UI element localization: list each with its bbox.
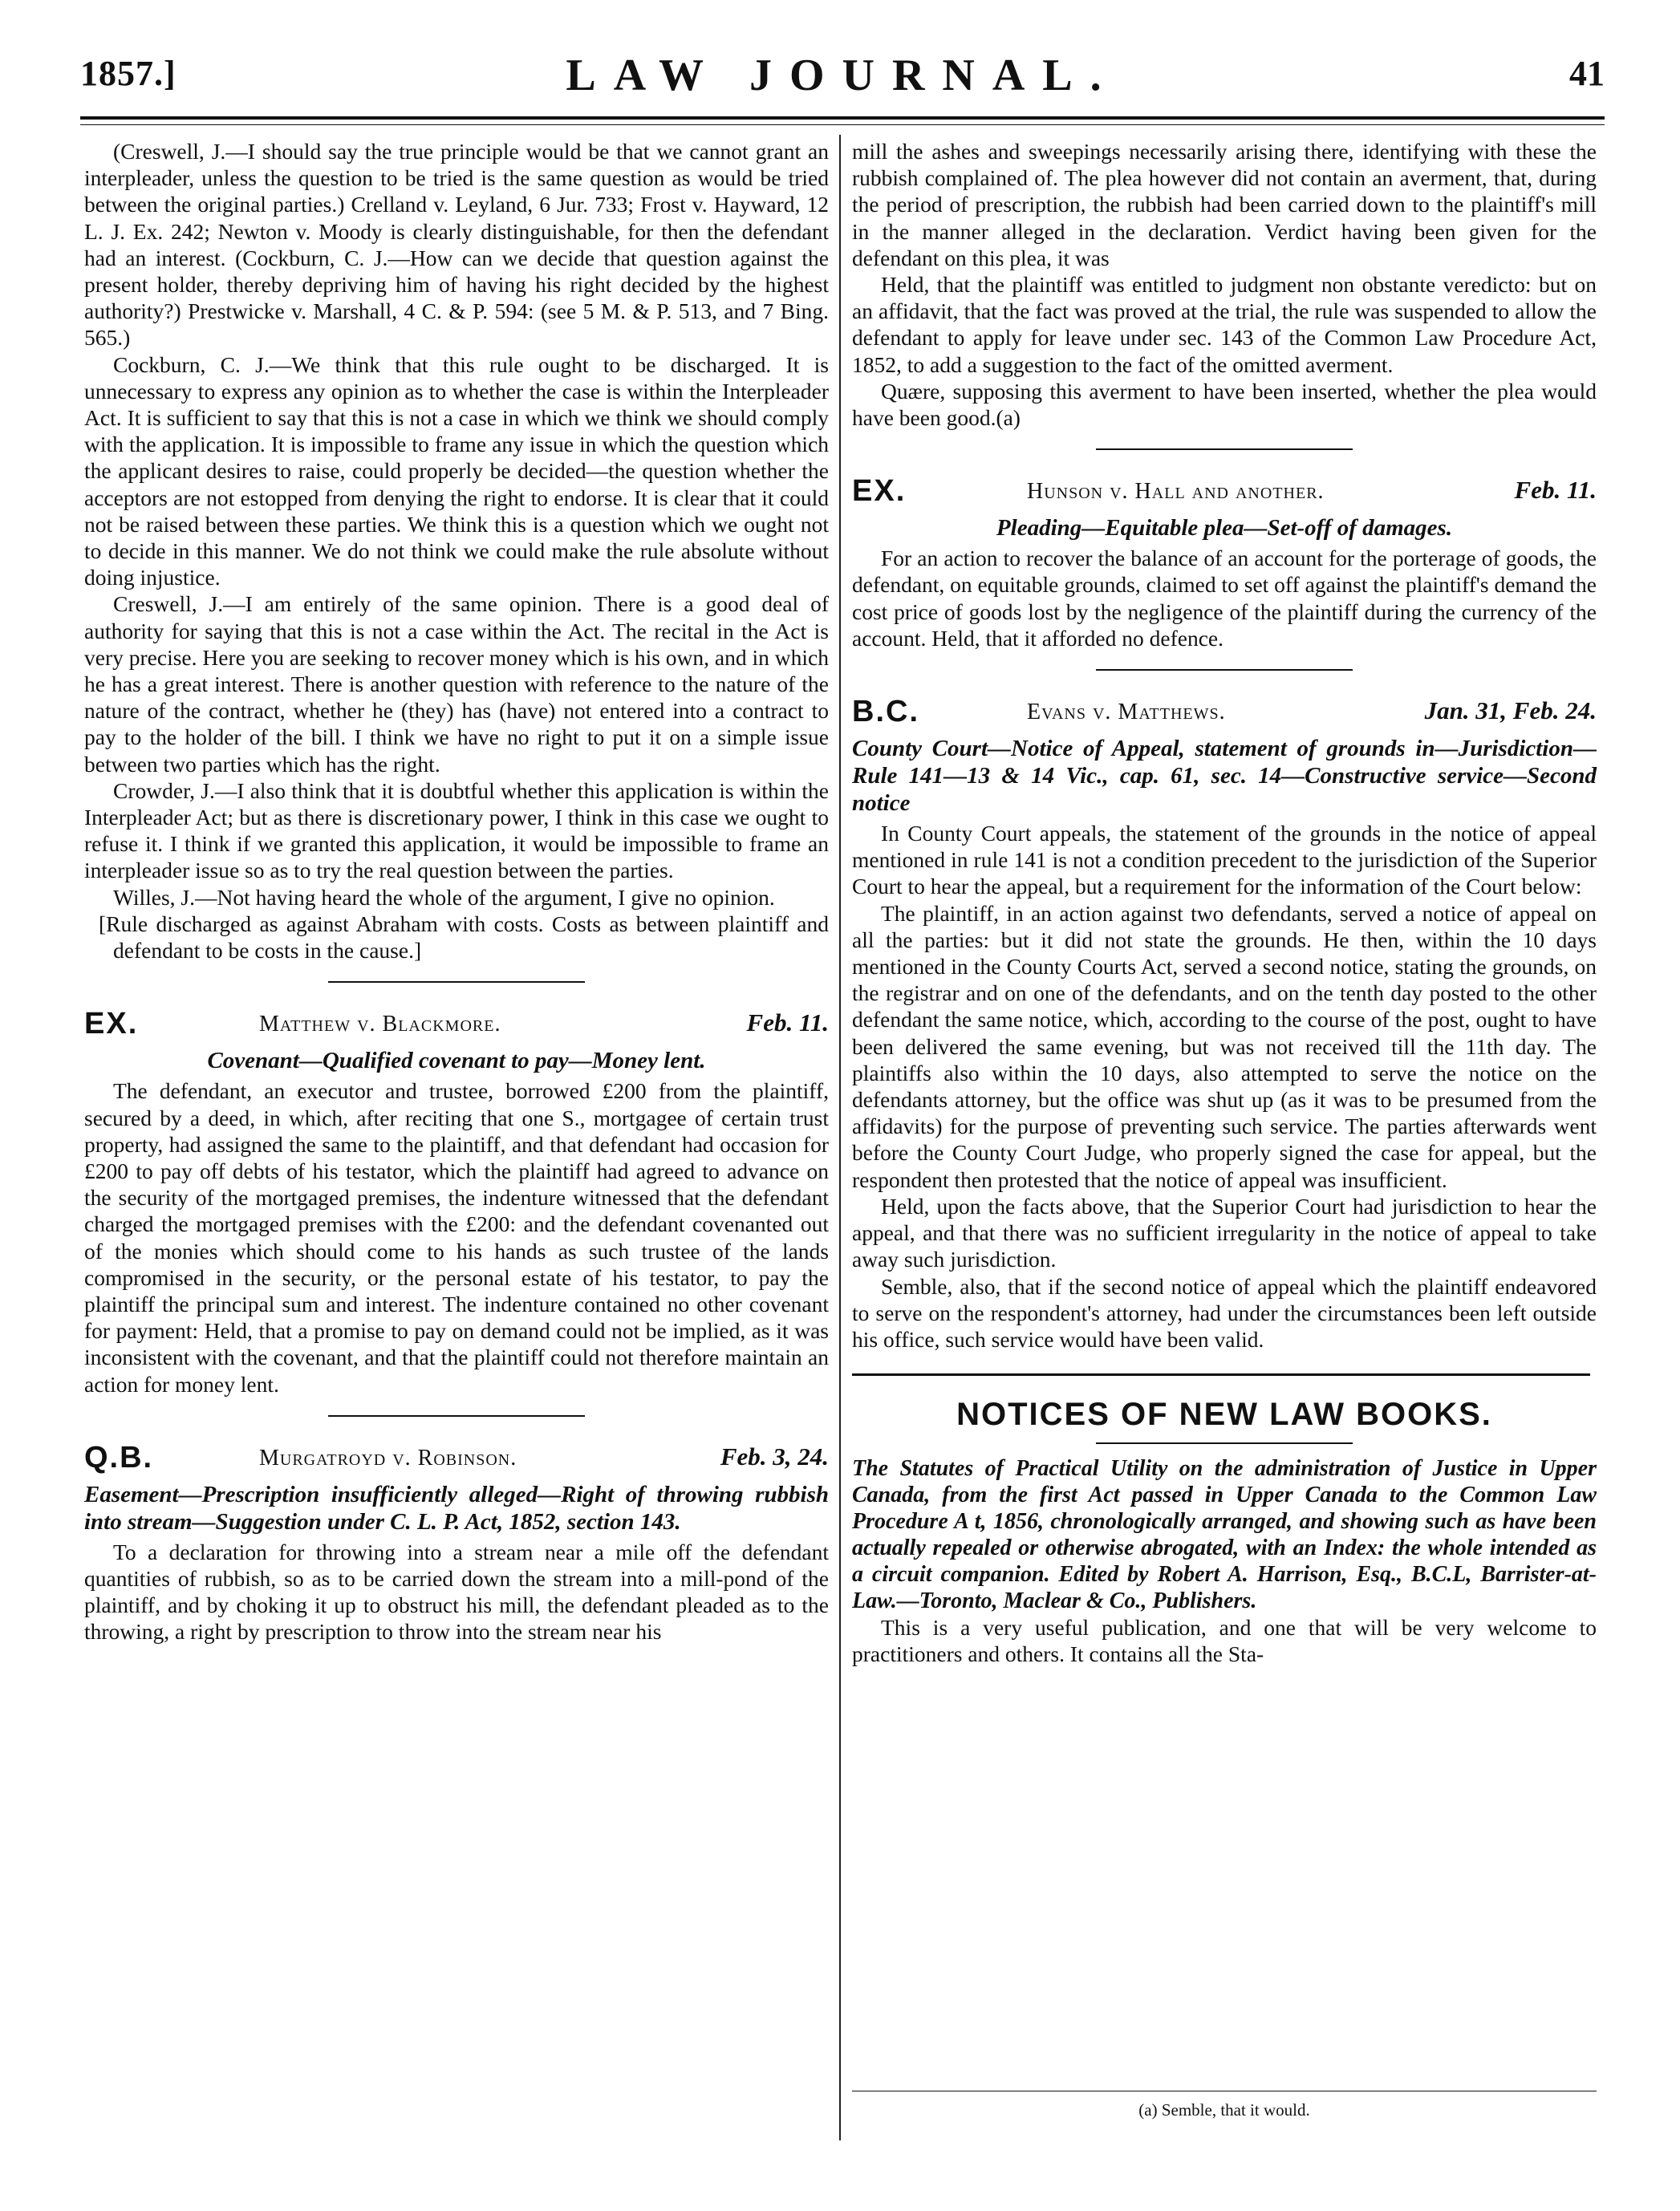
paragraph: Semble, also, that if the second notice of appeal which the plaintiff endeavored to serve on the respondent's attorney, had under the circumstances been left outside his office, such service would have been valid. [852, 1273, 1597, 1352]
section-separator [328, 981, 585, 983]
case-date: Feb. 11. [1514, 476, 1597, 505]
section-separator [1096, 448, 1353, 450]
paragraph: This is a very useful publication, and one that will be very welcome to practitioners and others. It contains all the Sta- [852, 1615, 1597, 1667]
section-separator [1096, 1442, 1353, 1444]
paragraph: Creswell, J.—I am entirely of the same opinion. There is a good deal of authority for saying that this is not a case within the Act. The recital in the Act is very precise. Here you are seeking to recover money which is his own, and in which he has a great interest. There is another question with reference to the nature of the nature of the contract, whether he (they) has (have) not entered into a contract to pay to the holder of the bill. I think we have no right to put it on a simple issue between two parties which has the right. [84, 591, 829, 777]
case-date: Feb. 11. [746, 1008, 829, 1037]
court-label: EX. [852, 474, 907, 509]
paragraph: Crowder, J.—I also think that it is doubtful whether this application is within the Interpleader Act; but as there is discretionary power, I think in this case we ought to refuse it. I think if we granted this application, it would be impossible to frame an interpleader issue so as to try the real question between the parties. [84, 777, 829, 883]
case-subject: County Court—Notice of Appeal, statement of grounds in—Jurisdiction—Rule 141—13 & 14 Vic., cap. 61, sec. 14—Constructive service—Second notice [852, 736, 1597, 817]
case-date: Jan. 31, Feb. 24. [1424, 696, 1597, 725]
case-heading [84, 1438, 829, 1479]
paragraph: (Creswell, J.—I should say the true principle would be that we cannot grant an interpleader, unless the question to be tried is the same question as would be tried between the original parties.) Crelland v. Leyland, 6 Jur. 733; Frost v. Hayward, 12 L. J. Ex. 242; Newton v. Moody is clearly distinguishable, for then the defendant had an interest. (Cockburn, C. J.—How can we decide that question against the present holder, thereby depriving him of having his right decided by the highest authority?) Prestwicke v. Marshall, 4 C. & P. 594: (see 5 M. & P. 513, and 7 Bing. 565.) [84, 139, 829, 351]
case-name: Evans v. Matthews. [1027, 700, 1226, 725]
paragraph: Quære, supposing this averment to have been inserted, whether the plea would have been good.(a) [852, 378, 1597, 431]
paragraph: Held, upon the facts above, that the Superior Court had jurisdiction to hear the appeal, and that there was no sufficient irregularity in the notice of appeal to take away such jurisdiction. [852, 1193, 1597, 1272]
case-name: Murgatroyd v. Robinson. [259, 1445, 517, 1471]
paragraph: To a declaration for throwing into a stream near a mile off the defendant quantities of rubbish, so as to be carried down the stream into a mill-pond of the plaintiff, and by choking it up to obstruct his mill, the defendant pleaded as to the throwing, a right by prescription to throw into the stream near his [84, 1539, 829, 1645]
left-column [84, 138, 829, 1645]
case-heading [84, 1004, 829, 1045]
paragraph: For an action to recover the balance of an account for the porterage of goods, the defendant, on equitable grounds, claimed to set off against the plaintiff's demand the cost price of goods lost by the negligence of the plaintiff during the currency of the account. Held, that it afforded no defence. [852, 546, 1597, 651]
case-subject: Pleading—Equitable plea—Set-off of damages. [996, 515, 1453, 542]
court-label: Q.B. [84, 1440, 154, 1475]
book-notice: The Statutes of Practical Utility on the administration of Justice in Upper Canada, from the first Act passed in Upper Canada to the Common Law Procedure A t, 1856, chronologically arranged, and showing such as have been actually repealed or otherwise abrogated, with an Index: the whole intended as a circuit companion. Edited by Robert A. Harrison, Esq., B.C.L, Barrister-at-Law.—Toronto, Maclear & Co., Publishers. [852, 1456, 1597, 1614]
court-label: B.C. [852, 695, 919, 729]
case-subject: Easement—Prescription insufficiently alleged—Right of throwing rubbish into stream—Suggestion under C. L. P. Act, 1852, section 143. [84, 1481, 829, 1535]
paragraph: mill the ashes and sweepings necessarily arising there, identifying with these the rubbish complained of. The plea however did not contain an averment, that, during the period of prescription, the rubbish had been carried down to the plaintiff's mill in the manner alleged in the declaration. Verdict having been given for the defendant on this plea, it was [852, 139, 1597, 270]
section-rule [852, 1373, 1590, 1376]
header-year: 1857.] [80, 54, 177, 93]
column-divider [839, 135, 841, 2140]
case-heading [852, 692, 1597, 733]
notices-heading: NOTICES OF NEW LAW BOOKS. [956, 1397, 1492, 1433]
paragraph: The plaintiff, in an action against two defendants, served a notice of appeal on all the parties: but it did not state the grounds. He then, within the 10 days mentioned in the County Courts Act, served a second notice, stating the grounds, on the registrar and on one of the defendants, and on the tenth day posted to the other defendant the same notice, which, according to the course of the post, ought to have been delivered the same evening, but was not received till the 11th day. The plaintiffs also within the 10 days, also attempted to serve the notice on the defendants attorney, but the office was shut up (as it was to be presumed from the affidavits) for the purpose of preventing such service. The parties afterwards went before the County Court Judge, who properly signed the case for appeal, but the respondent then protested that the notice of appeal was insufficient. [852, 900, 1597, 1192]
rule-note: [Rule discharged as against Abraham with costs. Costs as between plaintiff and defendant to be costs in the cause.] [99, 911, 829, 964]
page-number: 41 [1569, 54, 1605, 93]
journal-title: LAW JOURNAL. [566, 51, 1119, 100]
case-name: Matthew v. Blackmore. [259, 1012, 501, 1037]
footnote: (a) Semble, that it would. [1138, 2100, 1310, 2120]
section-separator [1096, 669, 1353, 671]
paragraph: Willes, J.—Not having heard the whole of the argument, I give no opinion. [113, 884, 775, 910]
case-subject: Covenant—Qualified covenant to pay—Money lent. [207, 1048, 706, 1074]
paragraph: In County Court appeals, the statement of the grounds in the notice of appeal mentioned in rule 141 is not a condition precedent to the jurisdiction of the Superior Court to hear the appeal, but a requirement for the information of the Court below: [852, 821, 1597, 899]
case-name: Hunson v. Hall and another. [1027, 479, 1325, 505]
header-rule-thin [80, 124, 1605, 125]
header-rule [80, 116, 1605, 120]
page-header [80, 50, 1605, 106]
section-separator [328, 1415, 585, 1417]
paragraph: The defendant, an executor and trustee, borrowed £200 from the plaintiff, secured by a deed, in which, after reciting that one S., mortgagee of certain trust property, had assigned the same to the plaintiff, and that defendant had occasion for £200 to pay off debts of his testator, which the plaintiff had agreed to advance on the security of the mortgaged premises, the indenture witnessed that the defendant charged the mortgaged premises with the £200: and the defendant covenanted out of the monies which should come to his hands as such trustee of the lands compromised in the security, or the personal estate of his testator, to pay the plaintiff the principal sum and interest. The indenture contained no other covenant for payment: Held, that a promise to pay on demand could not be implied, as it was inconsistent with the covenant, and that the plaintiff could not therefore maintain an action for money lent. [84, 1078, 829, 1397]
case-heading [852, 471, 1597, 513]
paragraph: Held, that the plaintiff was entitled to judgment non obstante veredicto: but on an affidavit, that the fact was proved at the trial, the rule was suspended to allow the defendant to apply for leave under sec. 143 of the Common Law Procedure Act, 1852, to add a suggestion to the fact of the omitted averment. [852, 272, 1597, 377]
court-label: EX. [84, 1007, 139, 1041]
paragraph: Cockburn, C. J.—We think that this rule ought to be discharged. It is unnecessary to express any opinion as to whether the case is within the Interpleader Act. It is sufficient to say that this is not a case in which we think we should comply with the application. It is impossible to frame any issue in which the question which the applicant desires to raise, could properly be decided—the question whether the acceptors are not estopped from denying the right to endorse. It is clear that it could not be raised between these parties. We think this is a question which we ought not to decide in this manner. We do not think we could make the rule absolute without doing injustice. [84, 351, 829, 590]
case-date: Feb. 3, 24. [720, 1442, 829, 1471]
right-column [852, 138, 1597, 1668]
